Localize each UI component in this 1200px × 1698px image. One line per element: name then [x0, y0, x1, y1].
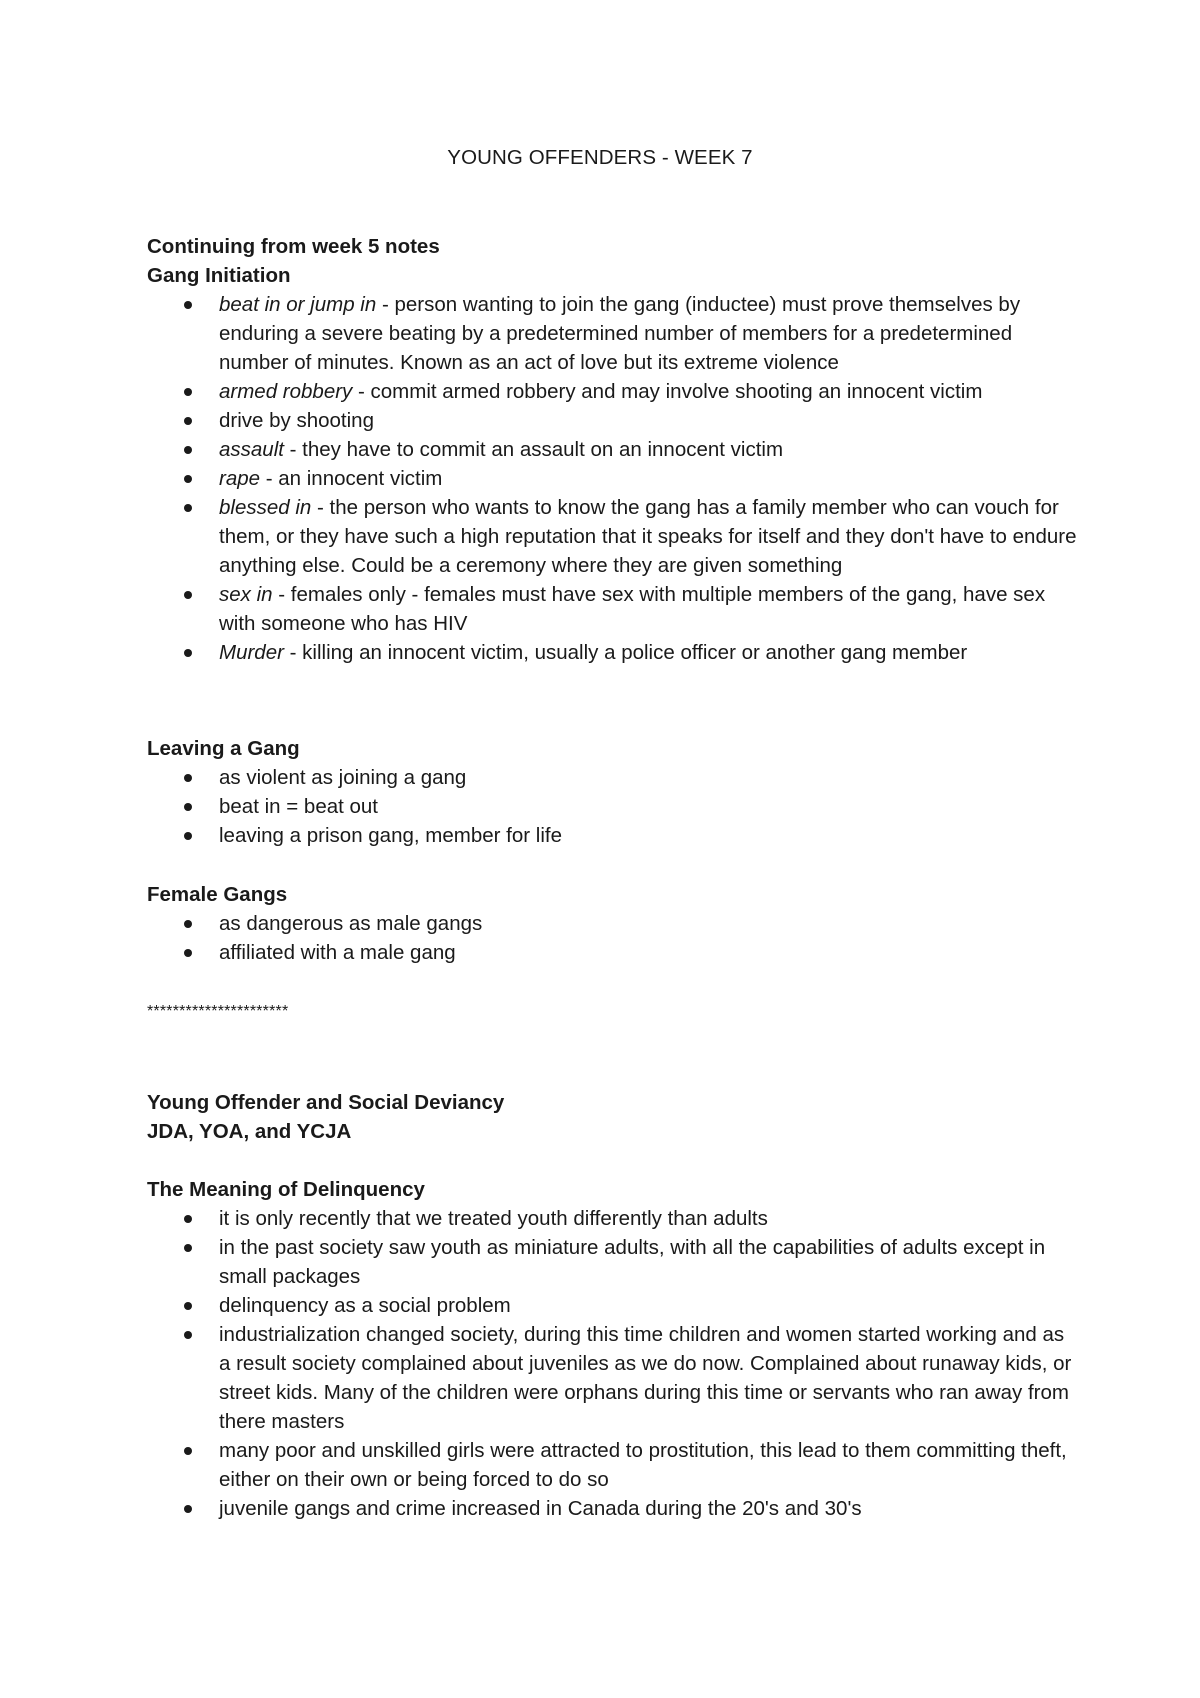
bullet-icon	[184, 774, 192, 782]
list-item	[147, 909, 1077, 938]
section-heading: Continuing from week 5 notes	[147, 235, 440, 258]
bullet-icon	[184, 504, 192, 512]
bullet-icon	[184, 417, 192, 425]
item-text: - an innocent victim	[260, 467, 443, 490]
section-heading: Young Offender and Social Deviancy	[147, 1091, 505, 1114]
list-item	[147, 435, 1077, 464]
item-text: affiliated with a male gang	[219, 941, 456, 964]
list-item	[147, 638, 1077, 667]
item-text: - person wanting to join the gang (inductee) must prove themselves by enduring a severe beating by a predetermined number of members for a predetermined number of minutes. Known as an act of love but its extreme violence	[219, 293, 1021, 374]
list-item	[147, 1291, 1077, 1320]
bullet-icon	[184, 1244, 192, 1252]
list-item	[147, 1494, 1077, 1523]
item-text: in the past society saw youth as miniature adults, with all the capabilities of adults except in small packages	[219, 1236, 1046, 1288]
list-item	[147, 1436, 1077, 1494]
bullet-icon	[184, 591, 192, 599]
item-text: juvenile gangs and crime increased in Canada during the 20's and 30's	[219, 1497, 862, 1520]
list-item	[147, 938, 1077, 967]
bullet-list	[147, 909, 1077, 967]
section-leaving-a-gang	[147, 734, 1077, 850]
item-text: many poor and unskilled girls were attracted to prostitution, this lead to them committing theft, either on their own or being forced to do so	[219, 1439, 1067, 1491]
item-text: industrialization changed society, during this time children and women started working and as a result society complained about juveniles as we do now. Complained about runaway kids, or street kids. Many of the children were orphans during this time or servants who ran away from there masters	[219, 1323, 1072, 1433]
item-text: delinquency as a social problem	[219, 1294, 511, 1317]
term: Murder	[219, 641, 284, 664]
bullet-icon	[184, 949, 192, 957]
bullet-list	[147, 290, 1077, 667]
bullet-icon	[184, 301, 192, 309]
item-text: leaving a prison gang, member for life	[219, 824, 562, 847]
bullet-icon	[184, 803, 192, 811]
item-text: - females only - females must have sex with multiple members of the gang, have sex with someone who has HIV	[219, 583, 1046, 635]
bullet-icon	[184, 1215, 192, 1223]
item-text: - the person who wants to know the gang has a family member who can vouch for them, or they have such a high reputation that it speaks for itself and they don't have to endure anything else. Could be a ceremony where they are given something	[219, 496, 1077, 577]
bullet-icon	[184, 832, 192, 840]
bullet-icon	[184, 388, 192, 396]
term: blessed in	[219, 496, 312, 519]
list-item	[147, 763, 1077, 792]
bullet-list	[147, 763, 1077, 850]
item-text: drive by shooting	[219, 409, 374, 432]
list-item	[147, 464, 1077, 493]
bullet-icon	[184, 920, 192, 928]
section-heading: The Meaning of Delinquency	[147, 1178, 425, 1201]
term: armed robbery	[219, 380, 353, 403]
section-gang-initiation	[147, 232, 1077, 667]
item-text: as violent as joining a gang	[219, 766, 467, 789]
bullet-icon	[184, 475, 192, 483]
list-item	[147, 1320, 1077, 1436]
term: assault	[219, 438, 284, 461]
section-meaning-of-delinquency	[147, 1175, 1077, 1523]
asterisk-divider: **********************	[147, 1003, 289, 1020]
page-title: YOUNG OFFENDERS - WEEK 7	[447, 146, 753, 169]
term: rape	[219, 467, 261, 490]
section-subheading: Gang Initiation	[147, 264, 291, 287]
list-item	[147, 377, 1077, 406]
item-text: as dangerous as male gangs	[219, 912, 483, 935]
bullet-icon	[184, 446, 192, 454]
item-text: beat in = beat out	[219, 795, 379, 818]
bullet-list	[147, 1204, 1077, 1523]
list-item	[147, 290, 1077, 377]
list-item	[147, 406, 1077, 435]
item-text: - killing an innocent victim, usually a police officer or another gang member	[283, 641, 968, 664]
list-item	[147, 1204, 1077, 1233]
section-subheading: JDA, YOA, and YCJA	[147, 1120, 352, 1143]
bullet-icon	[184, 649, 192, 657]
bullet-icon	[184, 1447, 192, 1455]
term: beat in or jump in	[219, 293, 377, 316]
item-text: - they have to commit an assault on an innocent victim	[283, 438, 784, 461]
list-item	[147, 792, 1077, 821]
item-text: it is only recently that we treated youth differently than adults	[219, 1207, 768, 1230]
section-heading: Female Gangs	[147, 883, 288, 906]
section-female-gangs	[147, 880, 1077, 967]
bullet-icon	[184, 1302, 192, 1310]
term: sex in	[219, 583, 273, 606]
list-item	[147, 821, 1077, 850]
section-young-offender	[147, 1088, 1077, 1146]
bullet-icon	[184, 1505, 192, 1513]
list-item	[147, 493, 1077, 580]
bullet-icon	[184, 1331, 192, 1339]
list-item	[147, 1233, 1077, 1291]
item-text: - commit armed robbery and may involve shooting an innocent victim	[352, 380, 983, 403]
list-item	[147, 580, 1077, 638]
section-heading: Leaving a Gang	[147, 737, 300, 760]
